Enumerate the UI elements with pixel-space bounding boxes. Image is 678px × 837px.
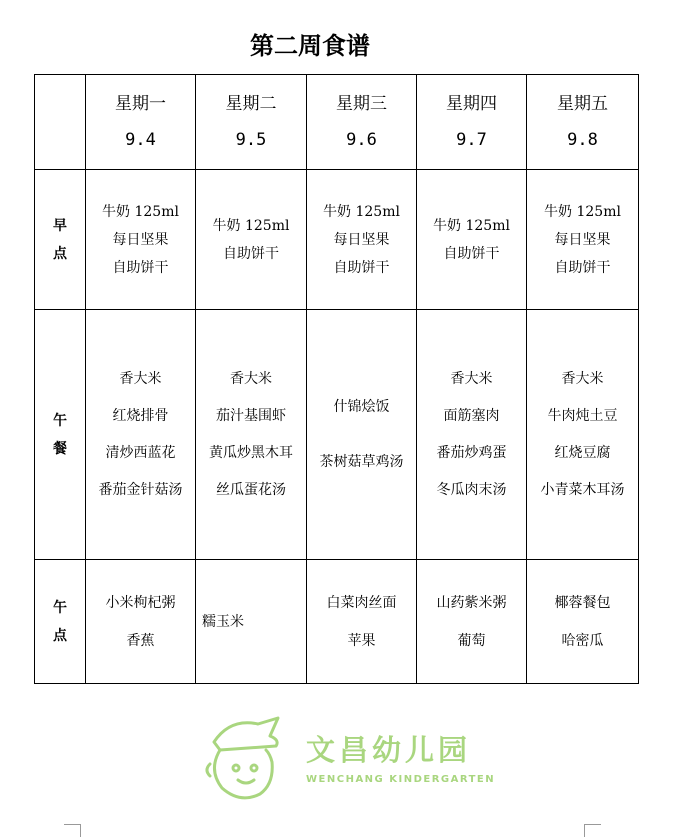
day-name: 星期五	[557, 94, 608, 114]
day-name: 星期一	[115, 94, 166, 114]
menu-item: 白菜肉丝面	[326, 594, 397, 611]
menu-item: 香大米	[119, 370, 162, 387]
breakfast-label	[35, 170, 86, 310]
menu-cell	[86, 310, 196, 560]
menu-item: 山药紫米粥	[436, 594, 507, 611]
day-date: 9.6	[346, 130, 377, 150]
page-corner-mark	[64, 824, 81, 837]
menu-item: 小米枸杞粥	[105, 594, 176, 611]
menu-item: 椰蓉餐包	[554, 594, 611, 611]
menu-item: 冬瓜肉末汤	[436, 481, 507, 498]
menu-item: 自助饼干	[333, 259, 390, 276]
snack-row	[35, 560, 639, 684]
menu-item: 香大米	[561, 370, 604, 387]
child-face-with-cap-icon	[200, 710, 300, 806]
menu-item: 苹果	[347, 632, 376, 649]
page-title: 第二周食谱	[250, 32, 370, 60]
menu-item: 牛奶 125ml	[102, 203, 179, 220]
logo-name: 文昌幼儿园	[306, 733, 472, 767]
menu-item: 葡萄	[457, 632, 486, 649]
menu-item: 糯玉米	[202, 613, 244, 630]
menu-item: 牛奶 125ml	[212, 217, 290, 234]
menu-cell	[527, 310, 639, 560]
menu-item: 每日坚果	[333, 231, 390, 248]
menu-item: 牛奶 125ml	[323, 203, 400, 220]
day-name: 星期二	[225, 94, 277, 114]
menu-cell	[307, 310, 417, 560]
menu-item: 番茄炒鸡蛋	[436, 444, 507, 461]
menu-item: 清炒西蓝花	[105, 444, 176, 461]
menu-item: 黄瓜炒黑木耳	[209, 444, 293, 461]
menu-item: 每日坚果	[554, 231, 611, 248]
menu-item: 番茄金针菇汤	[98, 481, 183, 498]
weekly-menu-table	[34, 74, 639, 684]
menu-item: 哈密瓜	[561, 632, 604, 649]
snack-label	[35, 560, 86, 684]
menu-cell	[527, 170, 639, 310]
menu-item: 自助饼干	[554, 259, 611, 276]
day-header	[527, 75, 639, 170]
menu-cell	[196, 310, 307, 560]
day-header	[417, 75, 527, 170]
menu-cell	[196, 560, 307, 684]
day-date: 9.8	[567, 130, 598, 150]
menu-cell	[417, 560, 527, 684]
day-date: 9.7	[456, 130, 487, 150]
corner-cell	[35, 75, 86, 170]
label-char: 点	[53, 627, 67, 644]
menu-cell	[417, 170, 527, 310]
menu-cell	[307, 170, 417, 310]
menu-cell	[307, 560, 417, 684]
menu-item: 香大米	[230, 370, 272, 387]
label-char: 午	[53, 412, 67, 429]
menu-cell	[196, 170, 307, 310]
menu-cell	[527, 560, 639, 684]
menu-cell	[86, 560, 196, 684]
menu-item: 红烧排骨	[112, 407, 169, 424]
day-name: 星期三	[336, 94, 387, 114]
label-char: 午	[53, 599, 67, 616]
menu-item: 香大米	[450, 370, 493, 387]
day-date: 9.4	[125, 130, 156, 150]
menu-item: 每日坚果	[112, 231, 169, 248]
label-char: 点	[53, 245, 67, 262]
menu-cell	[417, 310, 527, 560]
day-header	[307, 75, 417, 170]
menu-item: 丝瓜蛋花汤	[216, 481, 286, 498]
breakfast-row	[35, 170, 639, 310]
menu-cell	[86, 170, 196, 310]
menu-item: 自助饼干	[223, 245, 279, 262]
header-row	[35, 75, 639, 170]
menu-item: 什锦烩饭	[333, 398, 390, 415]
day-name: 星期四	[446, 94, 497, 114]
logo-subtitle: WENCHANG KINDERGARTEN	[306, 774, 496, 785]
day-header	[196, 75, 307, 170]
menu-item: 牛肉炖土豆	[547, 407, 618, 424]
day-date: 9.5	[235, 130, 267, 150]
menu-item: 小青菜木耳汤	[540, 481, 625, 498]
menu-item: 自助饼干	[443, 245, 500, 262]
kindergarten-logo	[200, 710, 500, 806]
day-header	[86, 75, 196, 170]
menu-item: 自助饼干	[112, 259, 169, 276]
menu-item: 茄汁基围虾	[216, 407, 286, 424]
menu-item: 红烧豆腐	[554, 444, 611, 461]
lunch-row	[35, 310, 639, 560]
menu-item: 茶树菇草鸡汤	[319, 453, 404, 470]
label-char: 餐	[53, 440, 67, 457]
label-char: 早	[53, 217, 67, 234]
menu-item: 牛奶 125ml	[433, 217, 510, 234]
menu-item: 香蕉	[126, 632, 155, 649]
page-corner-mark	[584, 824, 601, 837]
menu-item: 牛奶 125ml	[544, 203, 621, 220]
menu-item: 面筋塞肉	[443, 407, 500, 424]
lunch-label	[35, 310, 86, 560]
